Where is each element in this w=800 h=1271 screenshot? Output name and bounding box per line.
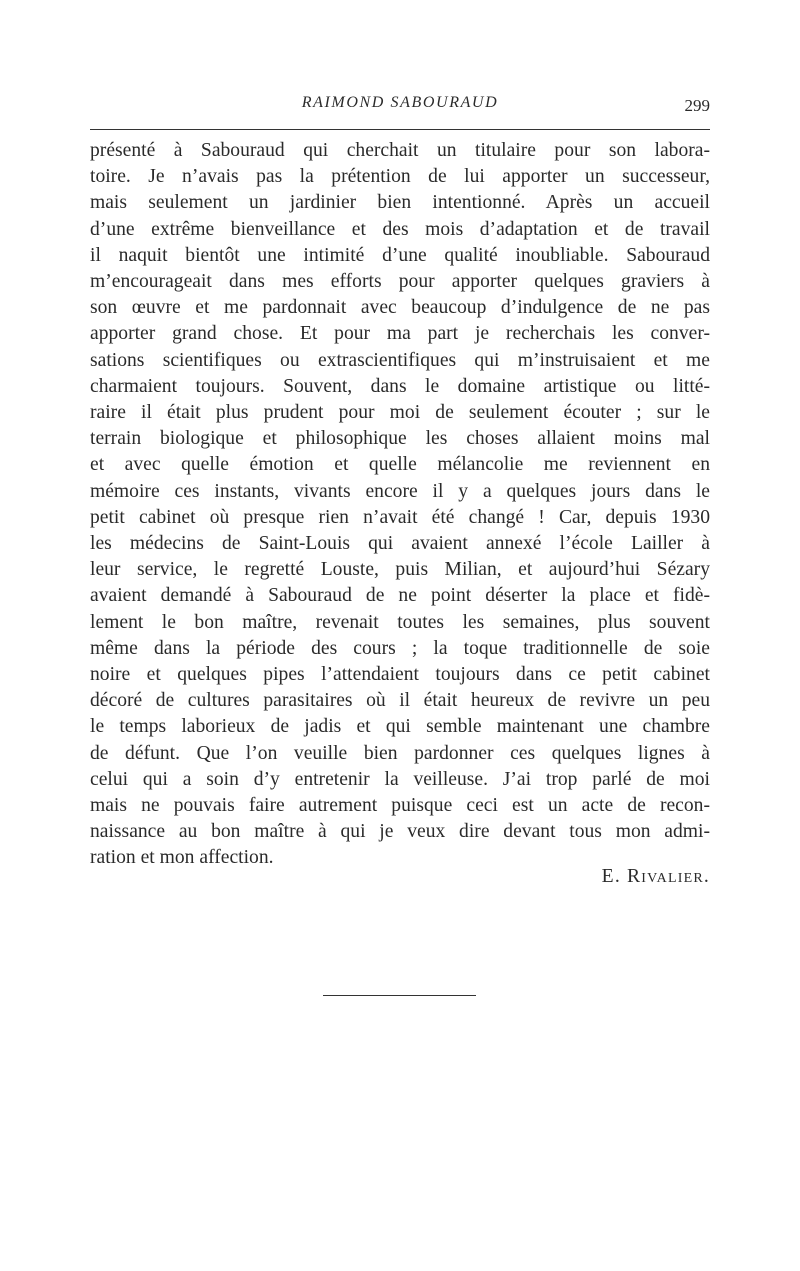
end-rule xyxy=(323,995,476,996)
text-line: toire. Je n’avais pas la prétention de lui apporter un successeur, xyxy=(90,166,710,188)
text-line: les médecins de Saint-Louis qui avaient annexé l’école Lailler à xyxy=(90,533,710,555)
page-number: 299 xyxy=(684,96,710,115)
text-line: mais ne pouvais faire autrement puisque ceci est un acte de recon- xyxy=(90,795,710,817)
author-signature: E. Rivalier. xyxy=(601,866,710,887)
text-line: apporter grand chose. Et pour ma part je recherchais les conver- xyxy=(90,323,710,345)
text-line: avaient demandé à Sabouraud de ne point déserter la place et fidè- xyxy=(90,585,710,607)
text-line: mémoire ces instants, vivants encore il y a quelques jours dans le xyxy=(90,480,710,502)
text-line: il naquit bientôt une intimité d’une qualité inoubliable. Sabouraud xyxy=(90,244,710,266)
running-head xyxy=(90,92,710,120)
text-line: raire il était plus prudent pour moi de seulement écouter ; sur le xyxy=(90,402,710,424)
text-line: son œuvre et me pardonnait avec beaucoup d’indulgence de ne pas xyxy=(90,297,710,319)
text-line: naissance au bon maître à qui je veux dire devant tous mon admi- xyxy=(90,821,710,843)
text-line: leur service, le regretté Louste, puis Milian, et aujourd’hui Sézary xyxy=(90,559,710,581)
text-line: petit cabinet où presque rien n’avait été changé ! Car, depuis 1930 xyxy=(90,506,710,528)
text-line: celui qui a soin d’y entretenir la veilleuse. J’ai trop parlé de moi xyxy=(90,768,710,790)
text-line: noire et quelques pipes l’attendaient toujours dans ce petit cabinet xyxy=(90,664,710,686)
text-line: présenté à Sabouraud qui cherchait un titulaire pour son labora- xyxy=(90,140,710,161)
text-line: et avec quelle émotion et quelle mélancolie me reviennent en xyxy=(90,454,710,476)
text-line: d’une extrême bienveillance et des mois d’adaptation et de travail xyxy=(90,218,710,240)
running-title: RAIMOND SABOURAUD xyxy=(301,94,499,111)
text-line: de défunt. Que l’on veuille bien pardonner ces quelques lignes à xyxy=(90,742,710,764)
text-line: lement le bon maître, revenait toutes les semaines, plus souvent xyxy=(90,611,710,633)
text-line: m’encourageait dans mes efforts pour apporter quelques graviers à xyxy=(90,271,710,293)
text-line: sations scientifiques ou extrascientifiques qui m’instruisaient et me xyxy=(90,349,710,371)
text-line: ration et mon affection. xyxy=(90,847,274,869)
body-paragraph xyxy=(90,138,710,872)
text-line: décoré de cultures parasitaires où il était heureux de revivre un peu xyxy=(90,690,710,712)
text-line: même dans la période des cours ; la toque traditionnelle de soie xyxy=(90,637,710,659)
text-line: le temps laborieux de jadis et qui semble maintenant une chambre xyxy=(90,716,710,738)
text-line: mais seulement un jardinier bien intentionné. Après un accueil xyxy=(90,192,710,214)
text-line: charmaient toujours. Souvent, dans le domaine artistique ou litté- xyxy=(90,375,710,397)
header-rule xyxy=(90,129,710,130)
text-line: terrain biologique et philosophique les choses allaient moins mal xyxy=(90,428,710,450)
